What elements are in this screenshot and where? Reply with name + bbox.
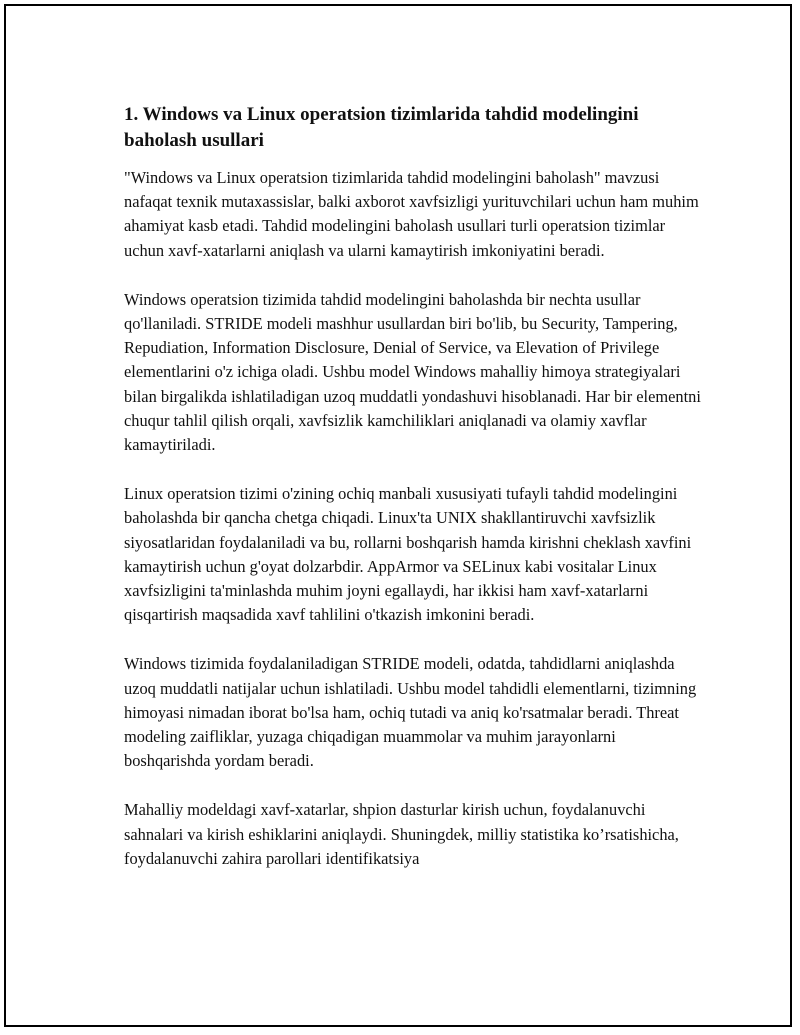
paragraph-local-model: Mahalliy modeldagi xavf-xatarlar, shpion dasturlar kirish uchun, foydalanuvchi sahnalari va kirish eshiklarini aniqlaydi. Shuningdek, milliy statistika ko’rsatishicha, foydalanuvchi zahira parollari identifikatsiya (124, 800, 679, 868)
paragraph-linux: Linux operatsion tizimi o'zining ochiq manbali xususiyati tufayli tahdid modelingini baholashda bir qancha chetga chiqadi. Linux'ta UNIX shakllantiruvchi xavfsizlik siyosatlaridan foydalaniladi va bu, rollarni boshqarish hamda kirishni cheklash xavfini kamaytirish uchun g'oyat dolzarbdir. AppArmor va SELinux kabi vositalar Linux xavfsizligini ta'minlashda muhim joyni egallaydi, har ikkisi ham xavf-xatarlarni qisqartirish maqsadida xavf tahlilini o'tkazish imkonini beradi. (124, 484, 692, 625)
paragraph-intro: "Windows va Linux operatsion tizimlarida tahdid modelingini baholash" mavzusi nafaqat texnik mutaxassislar, balki axborot xavfsizligi yurituvchilari uchun ham muhim ahamiyat kasb etadi. Tahdid modelingini baholash usullari turli operatsion tizimlar uchun xavf-xatarlarni aniqlash va ularni kamaytirish imkoniyatini beradi. (124, 168, 699, 260)
page-frame (4, 4, 792, 1027)
document-body (124, 102, 704, 896)
paragraph-windows-stride: Windows operatsion tizimida tahdid modelingini baholashda bir nechta usullar qo'llaniladi. STRIDE modeli mashhur usullardan biri bo'lib, bu Security, Tampering, Repudiation, Information Disclosure, Denial of Service, va Elevation of Privilege elementlarini o'z ichiga oladi. Ushbu model Windows mahalliy himoya strategiyalari bilan birgalikda ishlatiladigan uzoq muddatli yondashuvi hisoblanadi. Har bir elementni chuqur tahlil qilish orqali, xavfsizlik kamchiliklari aniqlanadi va olamiy xavflar kamaytiriladi. (124, 289, 701, 455)
document-title: 1. Windows va Linux operatsion tizimlarida tahdid modelingini baholash usullari (124, 104, 639, 151)
paragraph-stride-usage: Windows tizimida foydalaniladigan STRIDE modeli, odatda, tahdidlarni aniqlashda uzoq muddatli natijalar uchun ishlatiladi. Ushbu model tahdidli elementlarni, tizimning himoyasi nimadan iborat bo'lsa ham, ochiq tutadi va aniq ko'rsatmalar beradi. Threat modeling zaifliklar, yuzaga chiqadigan muammolar va muhim jarayonlarni boshqarishda yordam beradi. (124, 654, 697, 771)
